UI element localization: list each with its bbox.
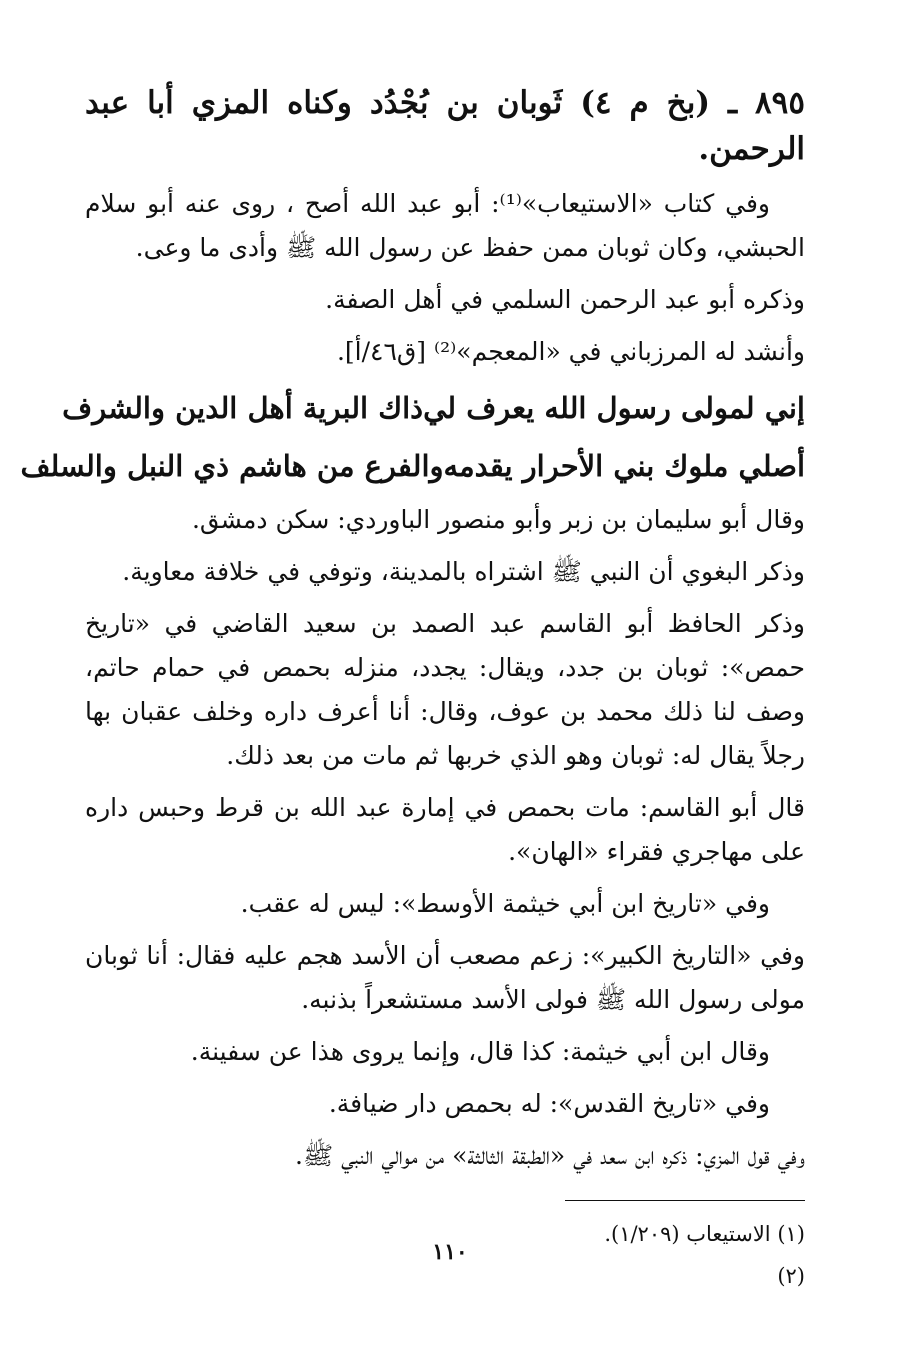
paragraph-mizzi: وفي قول المزي: ذكره ابن سعد في «الطبقة الثالثة» من موالي النبي ﷺ. xyxy=(295,1141,805,1170)
verse-line-2 xyxy=(20,440,805,492)
paragraph-zabr: وقال أبو سليمان بن زبر وأبو منصور الباوردي: سكن دمشق. xyxy=(191,505,805,534)
paragraph-tarikh-kabir: وفي «التاريخ الكبير»: زعم مصعب أن الأسد هجم عليه فقال: أنا ثوبان مولى رسول الله ﷺ فولى الأسد مستشعراً بذنبه. xyxy=(85,941,805,1014)
paragraph-abu-qasim: قال أبو القاسم: مات بحمص في إمارة عبد الله بن قرط وحبس داره على مهاجري فقراء «الهان». xyxy=(85,793,805,866)
verse-line-1 xyxy=(62,382,805,434)
paragraph-ibn-abi-khaythama: وفي «تاريخ ابن أبي خيثمة الأوسط»: ليس له عقب. xyxy=(240,889,770,918)
footnote-divider xyxy=(565,1200,805,1201)
footnote-2: (٢) xyxy=(777,1264,805,1288)
verse-hemistich-first: أصلي ملوك بني الأحرار يقدمه xyxy=(443,449,805,483)
paragraph-tarikh-quds: وفي «تاريخ القدس»: له بحمص دار ضيافة. xyxy=(328,1089,770,1118)
footnote-1: (١) الاستيعاب (١/٢٠٩). xyxy=(604,1222,805,1246)
entry-heading: ٨٩٥ ـ (بخ م ٤) ثَوبان بن بُجْدُد وكناه المزي أبا عبد الرحمن. xyxy=(85,85,805,167)
paragraph-kadha-qal: وقال ابن أبي خيثمة: كذا قال، وإنما يروى هذا عن سفينة. xyxy=(190,1037,770,1066)
paragraph-tarikh-hims: وذكر الحافظ أبو القاسم عبد الصمد بن سعيد القاضي في «تاريخ حمص»: ثوبان بن جدد، ويقال: يجدد، منزله بحمص في حمام حاتم، وصف لنا ذلك محمد بن عوف، وقال: أنا أعرف داره وخلف عقبان بها رجلاً يقال له: ثوبان وهو الذي خربها ثم مات من بعد ذلك. xyxy=(85,609,805,770)
paragraph-baghawi: وذكر البغوي أن النبي ﷺ اشتراه بالمدينة، وتوفي في خلافة معاوية. xyxy=(122,557,805,586)
verse-hemistich-second: ذاك البرية أهل الدين والشرف xyxy=(62,391,424,425)
page-number: ١١٠ xyxy=(432,1239,468,1265)
verse-hemistich-second: والفرع من هاشم ذي النبل والسلف xyxy=(20,449,444,483)
paragraph-sulami: وذكره أبو عبد الرحمن السلمي في أهل الصفة. xyxy=(325,285,805,314)
paragraph-marzubani: وأنشد له المرزباني في «المعجم»⁽²⁾ [ق٤٦/أ]. xyxy=(336,337,805,366)
paragraph-istiab: وفي كتاب «الاستيعاب»⁽¹⁾: أبو عبد الله أصح ، روى عنه أبو سلام الحبشي، وكان ثوبان ممن حفظ عن رسول الله ﷺ وأدى ما وعى. xyxy=(85,189,805,262)
verse-hemistich-first: إني لمولى رسول الله يعرف لي xyxy=(423,391,805,425)
